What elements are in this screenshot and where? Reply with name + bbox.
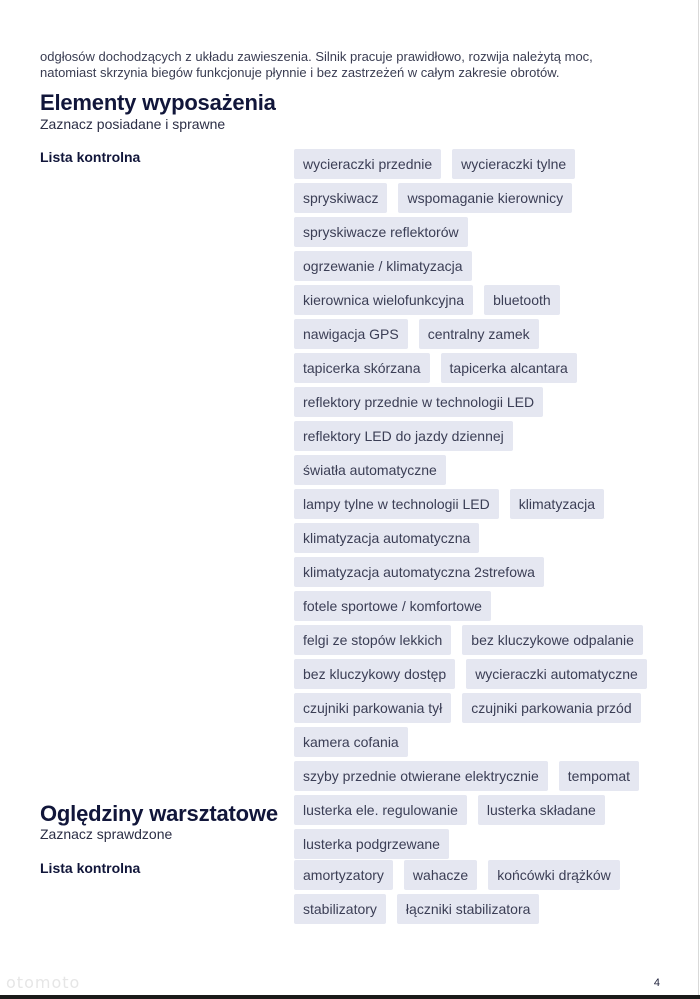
equipment-list-label: Lista kontrolna xyxy=(40,149,141,165)
checklist-chip: centralny zamek xyxy=(419,319,539,349)
checklist-chip: reflektory LED do jazdy dziennej xyxy=(294,421,513,451)
checklist-chip: klimatyzacja xyxy=(510,489,604,519)
checklist-chip: kamera cofania xyxy=(294,727,408,757)
checklist-chip: spryskiwacz xyxy=(294,183,387,213)
checklist-chip: fotele sportowe / komfortowe xyxy=(294,591,491,621)
workshop-section-subtitle: Zaznacz sprawdzone xyxy=(40,826,173,842)
equipment-section-subtitle: Zaznacz posiadane i sprawne xyxy=(40,116,226,132)
workshop-section-title: Oględziny warsztatowe xyxy=(40,801,278,826)
checklist-chip: klimatyzacja automatyczna xyxy=(294,523,479,553)
page-number: 4 xyxy=(653,977,660,989)
checklist-chip: końcówki drążków xyxy=(488,860,620,890)
checklist-chip: tapicerka alcantara xyxy=(441,353,577,383)
checklist-chip: reflektory przednie w technologii LED xyxy=(294,387,543,417)
checklist-chip: wycieraczki przednie xyxy=(294,149,441,179)
checklist-chip: nawigacja GPS xyxy=(294,319,408,349)
checklist-chip: wycieraczki tylne xyxy=(452,149,575,179)
checklist-chip: wahacze xyxy=(404,860,477,890)
checklist-chip: tapicerka skórzana xyxy=(294,353,430,383)
checklist-chip: lusterka ele. regulowanie xyxy=(294,795,467,825)
checklist-chip: bez kluczykowe odpalanie xyxy=(462,625,643,655)
workshop-list-label: Lista kontrolna xyxy=(40,860,141,876)
checklist-chip: lampy tylne w technologii LED xyxy=(294,489,499,519)
checklist-chip: kierownica wielofunkcyjna xyxy=(294,285,473,315)
checklist-chip: wspomaganie kierownicy xyxy=(398,183,572,213)
checklist-chip: czujniki parkowania tył xyxy=(294,693,451,723)
intro-paragraph: odgłosów dochodzących z układu zawieszenia. Silnik pracuje prawidłowo, rozwija należytą moc, natomiast skrzynia biegów funkcjonuje płynnie i bez zastrzeżeń w całym zakresie obrotów. xyxy=(40,49,593,80)
workshop-chip-list xyxy=(294,860,654,924)
checklist-chip: stabilizatory xyxy=(294,894,386,924)
checklist-chip: bluetooth xyxy=(484,285,560,315)
watermark-logo: otomoto xyxy=(6,973,81,992)
checklist-chip: tempomat xyxy=(559,761,639,791)
bottom-bar xyxy=(0,995,700,999)
checklist-chip: wycieraczki automatyczne xyxy=(466,659,647,689)
checklist-chip: czujniki parkowania przód xyxy=(462,693,640,723)
checklist-chip: amortyzatory xyxy=(294,860,393,890)
checklist-chip: felgi ze stopów lekkich xyxy=(294,625,451,655)
checklist-chip: lusterka podgrzewane xyxy=(294,829,449,859)
checklist-chip: łączniki stabilizatora xyxy=(397,894,540,924)
checklist-chip: światła automatyczne xyxy=(294,455,446,485)
equipment-section-title: Elementy wyposażenia xyxy=(40,90,276,115)
checklist-chip: szyby przednie otwierane elektrycznie xyxy=(294,761,548,791)
equipment-chip-list xyxy=(294,149,654,859)
checklist-chip: klimatyzacja automatyczna 2strefowa xyxy=(294,557,544,587)
checklist-chip: spryskiwacze reflektorów xyxy=(294,217,468,247)
checklist-chip: ogrzewanie / klimatyzacja xyxy=(294,251,472,281)
checklist-chip: bez kluczykowy dostęp xyxy=(294,659,455,689)
checklist-chip: lusterka składane xyxy=(478,795,605,825)
